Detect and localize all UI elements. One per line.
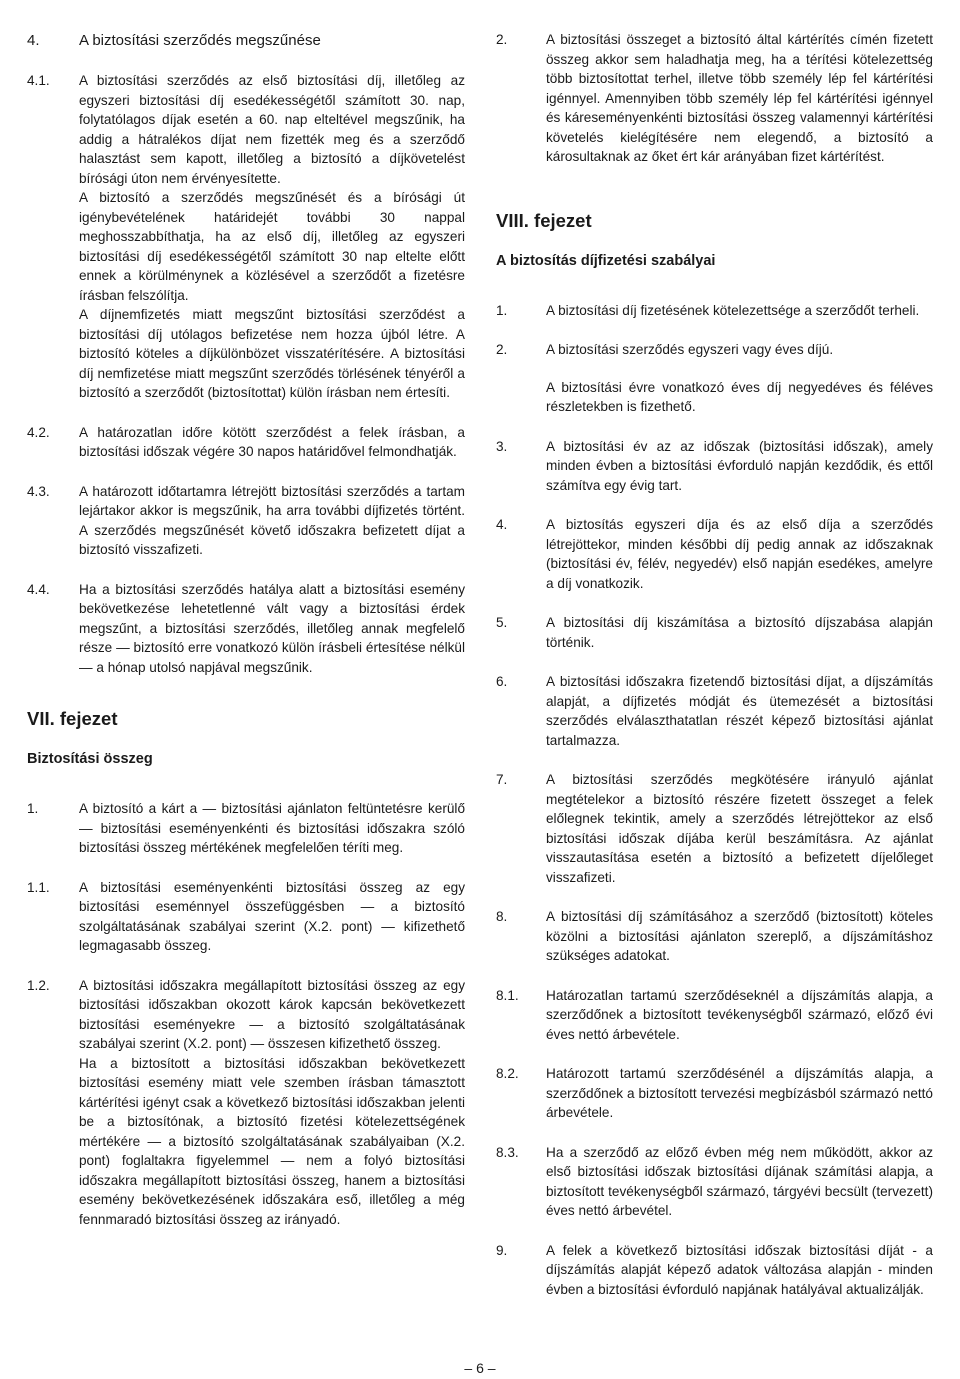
clause-4-1 xyxy=(27,71,465,403)
clause-number: 2. xyxy=(496,342,508,357)
clause-number: 4. xyxy=(496,517,508,532)
clause-8-2 xyxy=(496,340,933,417)
clause-number: 4.4. xyxy=(27,581,50,597)
clause-number: 1. xyxy=(496,302,508,318)
chapter-8-title: VIII. fejezet xyxy=(496,209,592,231)
clause-text: Ha a szerződő az előző évben még nem működött, akkor az első biztosítási időszak biztosítási díjának számítási alapja, a biztosított tevékenységből származó, tárgyévi becsült (tervezett) éves nettó árbevétel. xyxy=(546,1144,933,1218)
chapter-7-title: VII. fejezet xyxy=(27,708,118,729)
clause-8-5 xyxy=(496,613,933,652)
clause-8-1 xyxy=(496,301,933,321)
clause-number: 3. xyxy=(496,438,508,454)
clause-text: A biztosítás egyszeri díja és az első díja a szerződés létrejöttekor, minden későbbi díj pedig annak az időszaknak (biztosítási év, félév, negyedév) első napján esedékes, amelyre a díj vonatkozik. xyxy=(546,517,933,591)
section-4-heading xyxy=(27,30,465,52)
clause-number: 5. xyxy=(496,615,508,630)
clause-text: A határozatlan időre kötött szerződést a felek írásban, a biztosítási időszak végére 30 napos határidővel felmondhatják. xyxy=(79,424,465,459)
left-column xyxy=(27,30,465,1229)
clause-text: A biztosítási szerződés megkötésére irányuló ajánlat megtételekor a biztosító részére fizetett összeget a felek előlegnek tekintik, amely a szerződés létrejöttekor az első biztosítási időszak díjába kerül beszámításra. Az ajánlat visszautasítása esetén a biztosító a befizetett díjelőleget visszafizeti. xyxy=(546,772,933,885)
clause-text: A biztosítási díj számításához a szerződő (biztosított) köteles közölni a biztosítási ajánlaton szereplő, a díjszámításhoz szükséges adatokat. xyxy=(546,909,933,963)
clause-paragraph: A biztosítási szerződés egyszeri vagy éves díjú. xyxy=(546,342,834,357)
clause-4-4 xyxy=(27,580,465,678)
clause-8-7 xyxy=(496,770,933,887)
clause-number: 8. xyxy=(496,909,508,924)
right-column xyxy=(496,30,933,1299)
clause-paragraph: A biztosítási szerződés az első biztosítási díj, illetőleg az egyszeri biztosítási díj esedékességétől számított 30. nap, folytatólagos díjak esetén a 60. nap elteltével megszűnik, ha addig a hátralékos díjat nem fizették meg és a szerződő halasztást sem kapott, illetőleg a biztosító a díjkövetelést bírósági úton nem érvényesítette. xyxy=(79,73,465,186)
clause-7-1 xyxy=(27,799,465,858)
clause-number: 4.2. xyxy=(27,424,50,440)
clause-text: Határozatlan tartamú szerződéseknél a díjszámítás alapja, a szerződőnek a biztosított tevékenységből származó, előző évi éves nettó árbevétele. xyxy=(546,987,933,1042)
clause-number: 8.2. xyxy=(496,1066,519,1081)
clause-text: A biztosítási díj kiszámítása a biztosító díjszabása alapján történik. xyxy=(546,615,933,650)
clause-number: 8.3. xyxy=(496,1144,519,1160)
clause-8-8-1 xyxy=(496,986,933,1045)
clause-number: 4.1. xyxy=(27,73,50,88)
clause-text: A biztosítási időszakra fizetendő biztosítási díjat, a díjszámítás alapját, a díjfizetés módját és ütemezését a biztosítási szerződés elválaszthatatlan részét képező biztosítási ajánlat tartalmazza. xyxy=(546,674,933,748)
clause-text: A határozott időtartamra létrejött biztosítási szerződés a tartam lejártakor akkor is megszűnik, ha arra további díjfizetés történt. A szerződés megszűnését követő időszakra befizetett díjat a biztosító visszafizeti. xyxy=(79,483,465,557)
clause-8-4 xyxy=(496,515,933,593)
clause-paragraph: A díjnemfizetés miatt megszűnt biztosítási szerződést a biztosítási díj utólagos befizetése nem hozza újból létre. A biztosító köteles a díjkülönbözet visszatérítésére. A biztosítási díj nemfizetése miatt megszűnt szerződés törlésének tényéről a biztosító a szerződőt (biztosítottat) külön írásban nem értesíti. xyxy=(79,307,465,400)
clause-8-8-3 xyxy=(496,1143,933,1221)
page-number: – 6 – xyxy=(464,1360,496,1376)
clause-number: 1.1. xyxy=(27,879,50,895)
clause-4-3 xyxy=(27,482,465,560)
clause-8-8 xyxy=(496,907,933,966)
clause-paragraph: A biztosítási időszakra megállapított biztosítási összeg az egy biztosítási időszakban okozott károk kapcsán bekövetkezett biztosítási eseményekre — a biztosító szolgáltatásának szabályai szerint (X.2. pont) — összesen kifizethető összeg. xyxy=(79,977,465,1051)
clause-paragraph: A biztosítási évre vonatkozó éves díj negyedéves és féléves részletekben is fizethető. xyxy=(546,379,933,414)
clause-7-2 xyxy=(496,30,933,167)
section-title: A biztosítási szerződés megszűnése xyxy=(79,32,321,49)
section-number: 4. xyxy=(27,32,40,49)
clause-7-1-1 xyxy=(27,878,465,956)
clause-number: 6. xyxy=(496,674,508,689)
clause-number: 2. xyxy=(496,32,508,47)
clause-text: Ha a biztosítási szerződés hatálya alatt a biztosítási esemény bekövetkezése lehetetlenné vált vagy a biztosítási érdek megszűnt, a biztosítási szerződés, illetőleg annak megfelelő része — biztosító erre vonatkozó külön írásbeli értesítése nélkül — a hónap utolsó napjával megszűnik. xyxy=(79,581,465,675)
clause-text: A biztosítási eseményenkénti biztosítási összeg az egy biztosítási eseménnyel összefüggésben — a biztosító szolgáltatásának szabályai szerint (X.2. pont) — kifizethető legmagasabb összeg. xyxy=(79,879,465,953)
clause-number: 1. xyxy=(27,801,39,816)
clause-number: 1.2. xyxy=(27,977,50,993)
clause-text: A felek a következő biztosítási időszak biztosítási díját - a díjszámítás alapját képező adatok változása alapján - minden évben a biztosítási évforduló napjának hatályával aktualizálják. xyxy=(546,1242,933,1297)
clause-8-3 xyxy=(496,437,933,496)
clause-number: 9. xyxy=(496,1242,508,1258)
clause-text: Határozott tartamú szerződésénél a díjszámítás alapja, a szerződőnek a biztosított tervezési megbízásból származó nettó árbevétele. xyxy=(546,1066,933,1120)
clause-paragraph: A biztosító a szerződés megszűnését és a bírósági út igénybevételének határidejét további 30 nappal meghosszabbíthatja, ha az első díj, illetőleg az egyszeri biztosítási díj esedékességétől számított 30 nap eltelte előtt ennek a körülménynek a közlésével a szerződőt a fizetésre írásban felszólítja. xyxy=(79,190,465,303)
clause-text: A biztosítási összeget a biztosító által kártérítés címén fizetett összeg akkor sem haladhatja meg, ha a térítési kötelezettség több biztosítottat terhel, illetve több személy lép fel kártérítési igénnyel. Amennyiben több személy lép fel kártérítési igénnyel és káreseményenkénti biztosítási összeg valamennyi kártérítési követelés kielégítésére nem elegendő, a biztosító a károsultaknak az őket ért kár arányában fizet kártérítést. xyxy=(546,32,933,164)
clause-text: A biztosítási év az az időszak (biztosítási időszak), amely minden évben a biztosítási évforduló napján kezdődik, és ettől számítva egy évig tart. xyxy=(546,438,933,493)
clause-paragraph: Ha a biztosított a biztosítási időszakban bekövetkezett biztosítási esemény miatt vele szemben írásban támasztott kártérítési igényt csak a következő biztosítási időszakban jelenti be a biztosítónak, a biztosító fizetési kötelezettségének mértékére — a biztosító szolgáltatásának szabályaiban (X.2. pont) foglaltakra figyelemmel — nem a folyó biztosítási időszakra megállapított biztosítási összeg, hanem a biztosítási esemény bekövetkezésének időszakára eső, illetőleg a még fennmaradó biztosítási összeg az irányadó. xyxy=(79,1055,465,1227)
clause-8-9 xyxy=(496,1241,933,1300)
chapter-8-subtitle: A biztosítás díjfizetési szabályai xyxy=(496,252,716,269)
clause-number: 4.3. xyxy=(27,483,50,499)
clause-text: A biztosító a kárt a — biztosítási ajánlaton feltüntetésre kerülő — biztosítási eseményenkénti és biztosítási időszakra szóló biztosítási összeg mértékének megfelelően téríti meg. xyxy=(79,801,465,855)
clause-text: A biztosítási díj fizetésének kötelezettsége a szerződőt terheli. xyxy=(546,302,920,318)
clause-8-6 xyxy=(496,672,933,750)
clause-8-8-2 xyxy=(496,1064,933,1123)
chapter-7-subtitle: Biztosítási összeg xyxy=(27,751,153,767)
clause-number: 7. xyxy=(496,772,508,787)
clause-number: 8.1. xyxy=(496,987,519,1003)
clause-7-1-2 xyxy=(27,976,465,1230)
clause-4-2 xyxy=(27,423,465,462)
